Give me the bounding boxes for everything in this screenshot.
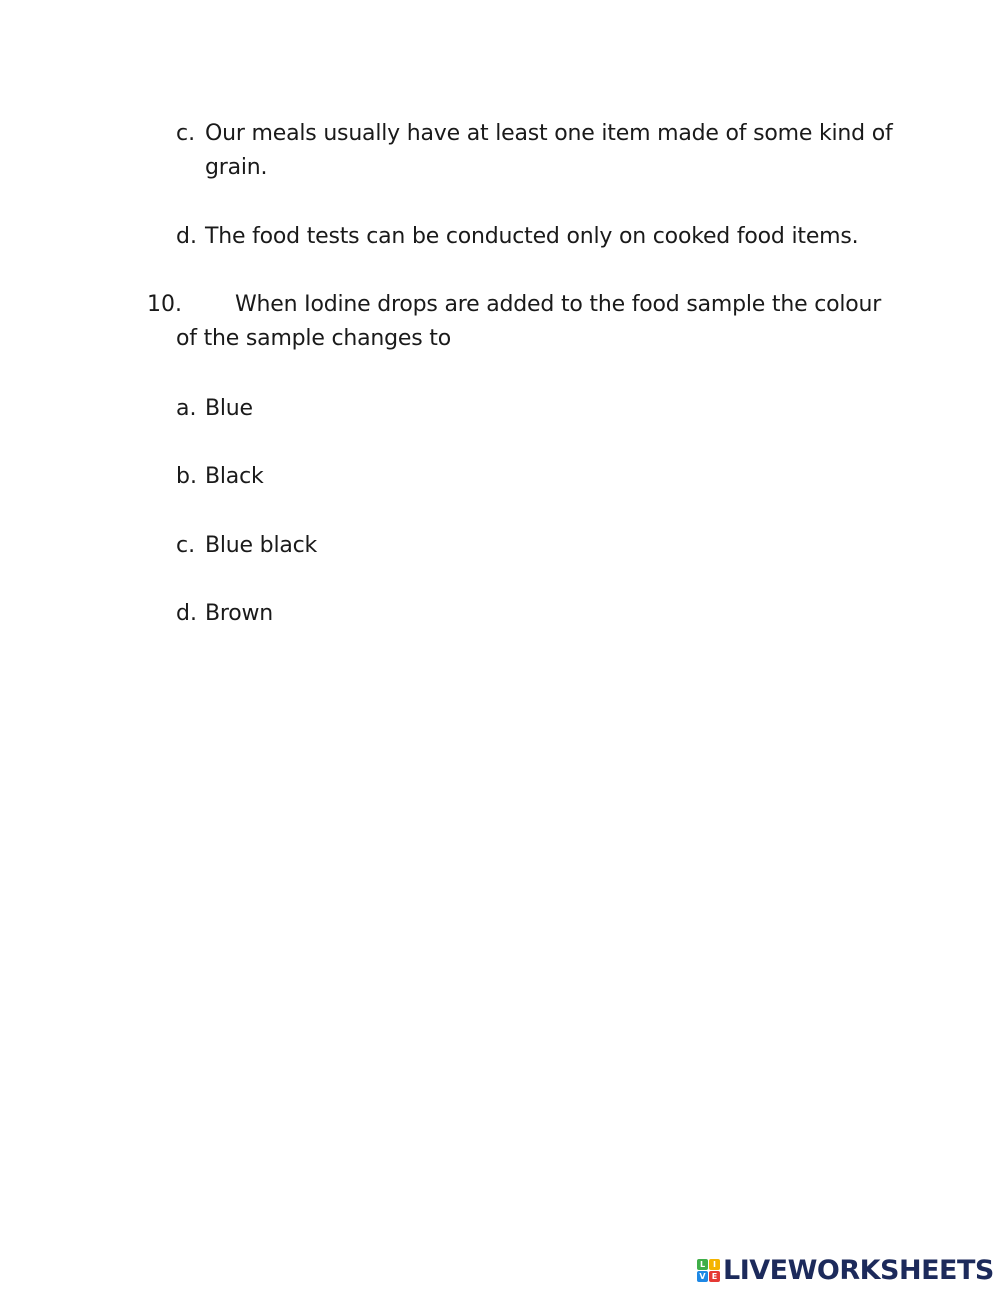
logo-mark-icon [697, 1259, 720, 1282]
option-marker: c. [176, 533, 196, 558]
logo-mark-tile: L [697, 1259, 708, 1270]
question-text-line: When Iodine drops are added to the food sample the colour [235, 292, 882, 317]
item-marker: c. [176, 121, 196, 146]
option-text: Blue black [205, 533, 318, 558]
logo-mark-tile: I [709, 1259, 720, 1270]
question-number: 10. [147, 292, 182, 317]
item-text: The food tests can be conducted only on cooked food items. [205, 224, 859, 249]
option-text: Black [205, 464, 264, 489]
option-text: Brown [205, 601, 274, 626]
option-text: Blue [205, 396, 253, 421]
logo-mark-tile: E [709, 1271, 720, 1282]
logo-mark-tile: V [697, 1271, 708, 1282]
item-text-line: grain. [205, 155, 268, 180]
item-marker: d. [176, 224, 197, 249]
question-text-line: of the sample changes to [176, 326, 451, 351]
option-marker: d. [176, 601, 197, 626]
liveworksheets-logo [697, 1254, 994, 1286]
option-marker: a. [176, 396, 197, 421]
option-marker: b. [176, 464, 197, 489]
logo-text: LIVEWORKSHEETS [723, 1254, 994, 1286]
item-text-line: Our meals usually have at least one item made of some kind of [205, 121, 893, 146]
